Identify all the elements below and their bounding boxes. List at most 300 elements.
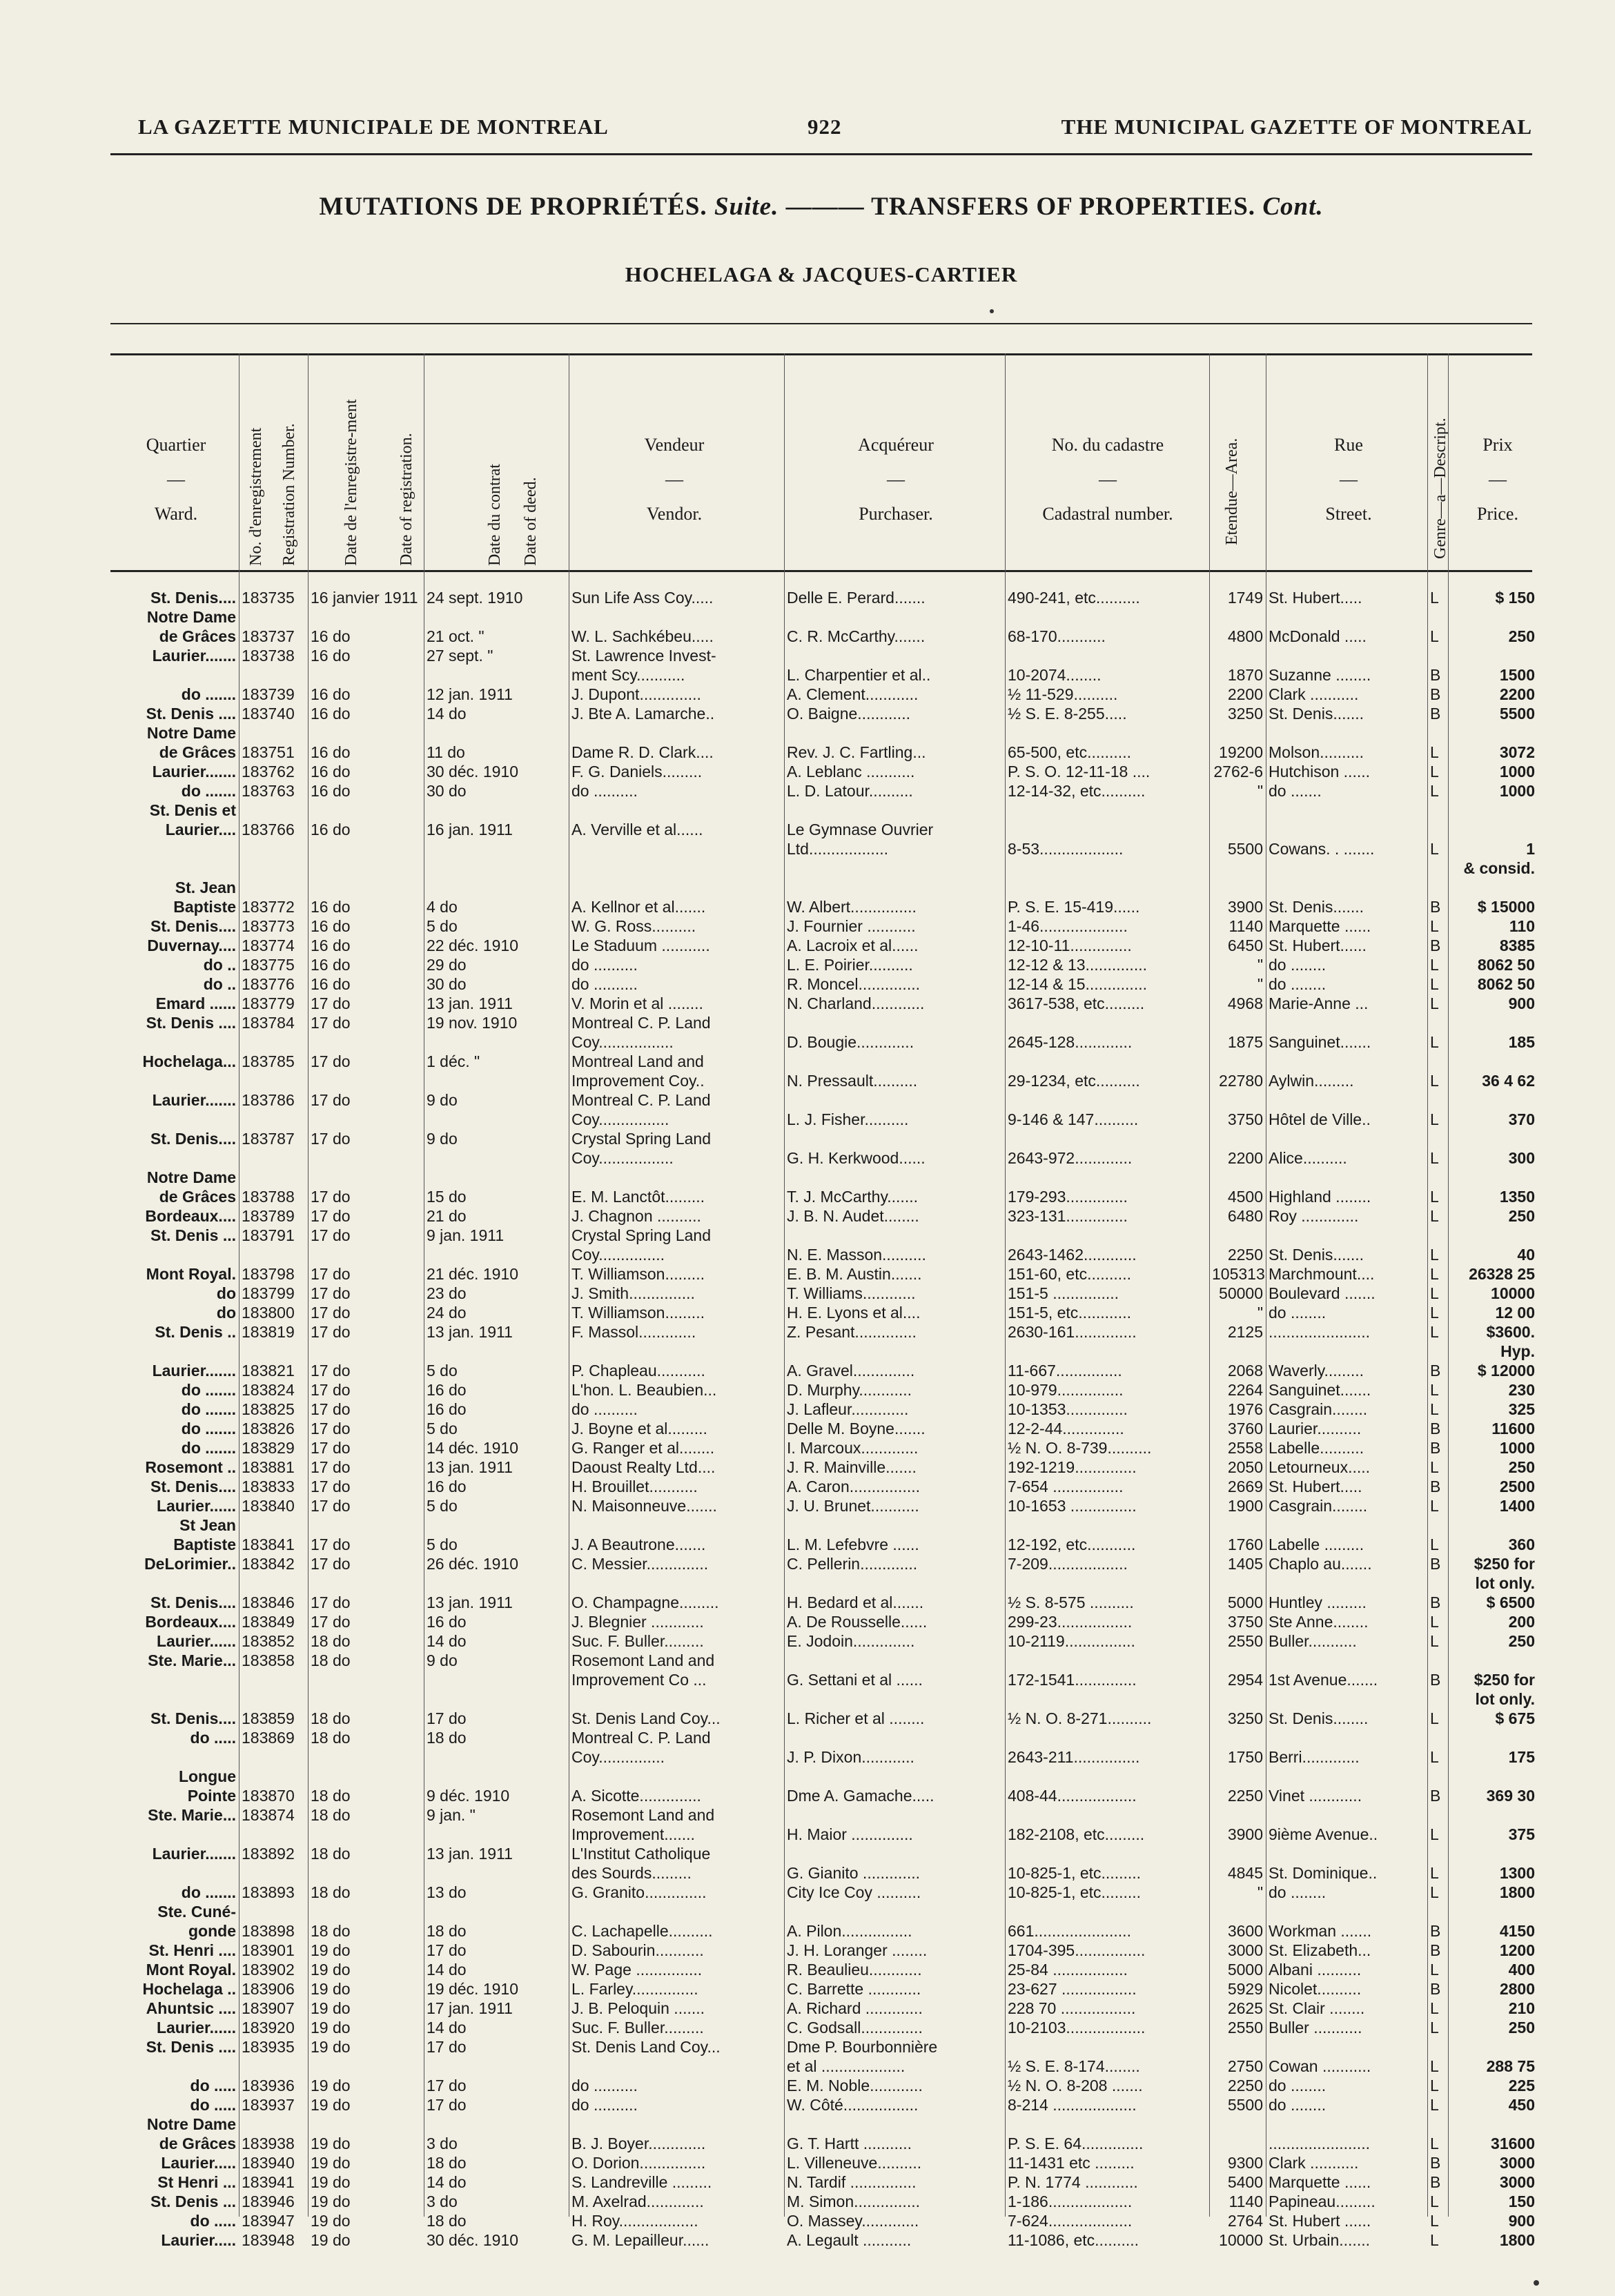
genre-cell — [1427, 1090, 1448, 1110]
reg-date-cell: 19 do — [311, 2038, 351, 2056]
cadastre-cell: 1-186................... — [1008, 2192, 1133, 2210]
table-row — [110, 1206, 1538, 1226]
street-cell: St. Denis....... — [1269, 705, 1364, 723]
price-cell: 185 — [1508, 1033, 1535, 1051]
ward-cell: do ..... — [190, 2096, 236, 2114]
table-head-bottom-rule — [110, 570, 1532, 572]
cadastre-cell: 11-1086, etc.......... — [1008, 2231, 1139, 2249]
area-cell: 1900 — [1227, 1497, 1263, 1515]
reg-date-cell: 17 do — [311, 1323, 351, 1341]
reg-no-cell: 183948 — [242, 2231, 295, 2249]
deed-date-cell: 16 do — [427, 1381, 467, 1399]
reg-no-cell: 183938 — [242, 2135, 295, 2152]
street-cell: Buller ........... — [1269, 2019, 1362, 2037]
street-cell: Labelle ......... — [1269, 1535, 1364, 1553]
genre-cell: L — [1430, 2135, 1439, 2152]
purchaser-cell: H. E. Lyons et al.... — [787, 1304, 921, 1322]
cadastre-cell — [1005, 820, 1209, 839]
area-cell: 2250 — [1227, 1246, 1263, 1264]
street-cell — [1266, 1090, 1427, 1110]
table-row — [110, 1110, 1538, 1129]
vendor-cell: G. Granito.............. — [571, 1883, 707, 1901]
purchaser-cell: N. E. Masson.......... — [787, 1246, 926, 1264]
table-row — [110, 1515, 1538, 1535]
reg-no-cell: 183833 — [242, 1478, 295, 1495]
reg-no-cell — [239, 1670, 308, 1689]
ward-cell: do ....... — [181, 1400, 236, 1418]
deed-date-cell: 9 do — [427, 1091, 458, 1109]
reg-no-cell: 183800 — [242, 1304, 295, 1322]
table-row — [110, 1825, 1538, 1844]
purchaser-cell: City Ice Coy .......... — [787, 1883, 921, 1901]
vendor-cell: O. Champagne......... — [571, 1593, 719, 1611]
ward-cell: Notre Dame — [146, 724, 236, 742]
vendor-cell: Crystal Spring Land — [571, 1226, 711, 1244]
cadastre-cell: 179-293.............. — [1008, 1188, 1128, 1206]
ward-cell: Longue — [178, 1767, 236, 1785]
area-cell: 2550 — [1227, 1632, 1263, 1650]
genre-cell: B — [1430, 705, 1441, 723]
street-cell: do ........ — [1269, 1304, 1327, 1322]
genre-cell: B — [1430, 1420, 1441, 1438]
reg-no-cell: 183819 — [242, 1323, 295, 1341]
street-cell: Highland ........ — [1269, 1188, 1371, 1206]
reg-no-cell — [239, 723, 308, 743]
area-cell: 2200 — [1227, 685, 1263, 703]
reg-date-cell — [308, 839, 424, 858]
cadastre-cell: ½ N. O. 8-739.......... — [1008, 1439, 1152, 1457]
table-row — [110, 955, 1538, 974]
price-cell: $ 12000 — [1477, 1362, 1535, 1380]
price-cell: lot only. — [1475, 1690, 1535, 1708]
reg-date-cell: 19 do — [311, 2173, 351, 2191]
table-row — [110, 936, 1538, 955]
purchaser-cell: N. Charland............ — [787, 994, 925, 1012]
reg-no-cell — [239, 665, 308, 685]
area-cell: 2250 — [1227, 1787, 1263, 1805]
reg-date-cell: 17 do — [311, 994, 351, 1012]
genre-cell: L — [1430, 1033, 1439, 1051]
deed-date-cell: 14 do — [427, 705, 467, 723]
reg-date-cell: 18 do — [311, 1632, 351, 1650]
price-cell — [1448, 646, 1538, 665]
purchaser-cell: L. E. Poirier.......... — [787, 956, 913, 974]
vendor-cell: Coy................ — [571, 1110, 669, 1128]
table-row — [110, 2230, 1538, 2250]
area-cell — [1209, 858, 1266, 878]
reg-date-cell — [308, 1515, 424, 1535]
price-cell: 360 — [1508, 1535, 1535, 1553]
reg-no-cell: 183789 — [242, 1207, 295, 1225]
genre-cell: L — [1430, 1999, 1439, 2017]
ward-cell: Laurier....... — [152, 1362, 236, 1380]
cadastre-cell — [1005, 878, 1209, 897]
street-cell: McDonald ..... — [1269, 627, 1367, 645]
area-cell: 3250 — [1227, 1709, 1263, 1727]
cadastre-cell: 8-53................... — [1008, 840, 1124, 858]
vendor-cell — [569, 1515, 784, 1535]
table-row — [110, 801, 1538, 820]
area-cell — [1209, 1844, 1266, 1863]
ward-cell: St. Henri .... — [148, 1941, 236, 1959]
genre-cell: B — [1430, 1555, 1441, 1573]
vendor-cell: Improvement Coy.. — [571, 1072, 705, 1090]
reg-no-cell: 183737 — [242, 627, 295, 645]
reg-no-cell: 183920 — [242, 2019, 295, 2037]
area-cell: 3600 — [1227, 1922, 1263, 1940]
genre-cell: L — [1430, 1883, 1439, 1901]
ward-cell: Baptiste — [173, 1535, 236, 1553]
genre-cell: B — [1430, 2173, 1441, 2191]
purchaser-cell: Z. Pesant.............. — [787, 1323, 917, 1341]
cadastre-cell — [1005, 723, 1209, 743]
reg-no-cell: 183892 — [242, 1845, 295, 1863]
cadastre-cell: 2643-972............. — [1008, 1149, 1133, 1167]
reg-date-cell: 17 do — [311, 1613, 351, 1631]
reg-no-cell: 183870 — [242, 1787, 295, 1805]
reg-no-cell: 183824 — [242, 1381, 295, 1399]
reg-date-cell: 16 do — [311, 705, 351, 723]
price-cell — [1448, 2037, 1538, 2057]
purchaser-cell: W. Albert............... — [787, 898, 917, 916]
genre-cell — [1427, 1728, 1448, 1747]
street-cell — [1266, 1651, 1427, 1670]
street-cell: Marchmount.... — [1269, 1265, 1375, 1283]
reg-no-cell — [239, 607, 308, 627]
table-row — [110, 974, 1538, 994]
price-cell — [1448, 1767, 1538, 1786]
area-cell: 6450 — [1227, 936, 1263, 954]
col-head-cadastre: No. du cadastre — Cadastral number. — [1042, 435, 1173, 524]
purchaser-cell — [784, 2115, 1005, 2134]
cadastre-cell: 12-14-32, etc.......... — [1008, 782, 1146, 800]
area-cell: 22780 — [1219, 1072, 1263, 1090]
street-cell: Ste Anne........ — [1269, 1613, 1369, 1631]
price-cell: 26328 25 — [1469, 1265, 1535, 1283]
ward-cell: Laurier....... — [152, 647, 236, 665]
table-row — [110, 685, 1538, 704]
ward-cell — [110, 1573, 239, 1593]
vendor-cell: F. Massol............. — [571, 1323, 696, 1341]
vendor-cell: N. Maisonneuve....... — [571, 1497, 717, 1515]
ward-cell: gonde — [188, 1922, 236, 1940]
deed-date-cell: 13 jan. 1911 — [427, 994, 513, 1012]
reg-no-cell — [239, 1689, 308, 1709]
ward-cell — [110, 1670, 239, 1689]
genre-cell: L — [1430, 2019, 1439, 2037]
genre-cell: L — [1430, 2057, 1439, 2075]
reg-date-cell: 17 do — [311, 1014, 351, 1032]
street-cell: Clark ........... — [1269, 685, 1359, 703]
table-row — [110, 1747, 1538, 1767]
table-row — [110, 2192, 1538, 2211]
street-cell — [1266, 1805, 1427, 1825]
deed-date-cell: 15 do — [427, 1188, 467, 1206]
area-cell: 1140 — [1229, 2192, 1263, 2210]
price-cell: 3072 — [1499, 743, 1535, 761]
vendor-cell: do .......... — [571, 956, 638, 974]
reg-no-cell — [239, 2115, 308, 2134]
deed-date-cell: 13 jan. 1911 — [427, 1323, 513, 1341]
purchaser-cell — [784, 1805, 1005, 1825]
purchaser-cell: Delle E. Perard....... — [787, 589, 926, 607]
street-cell — [1266, 2037, 1427, 2057]
area-cell — [1209, 1090, 1266, 1110]
vendor-cell — [569, 607, 784, 627]
cadastre-cell: 29-1234, etc.......... — [1008, 1072, 1140, 1090]
vendor-cell: do .......... — [571, 2077, 638, 2094]
area-cell — [1209, 1805, 1266, 1825]
vendor-cell: W. Page ............... — [571, 1961, 703, 1979]
ward-cell: Rosemont .. — [145, 1458, 236, 1476]
vendor-cell: J. Dupont.............. — [571, 685, 701, 703]
genre-cell: L — [1430, 1825, 1439, 1843]
vendor-cell: T. Williamson......... — [571, 1304, 705, 1322]
table-row — [110, 743, 1538, 762]
area-cell: 2200 — [1227, 1149, 1263, 1167]
street-cell — [1266, 801, 1427, 820]
table-row — [110, 1612, 1538, 1631]
purchaser-cell — [784, 1168, 1005, 1187]
street-cell: Berri............. — [1269, 1748, 1360, 1766]
deed-date-cell — [424, 1032, 569, 1052]
genre-cell: L — [1430, 1304, 1439, 1322]
ward-cell: do ..... — [190, 2077, 236, 2094]
page-number: 922 — [808, 115, 842, 139]
ward-cell: Duvernay.... — [147, 936, 236, 954]
street-cell: ....................... — [1269, 2135, 1370, 2152]
purchaser-cell — [784, 1226, 1005, 1245]
deed-date-cell — [424, 1863, 569, 1883]
table-row — [110, 1477, 1538, 1496]
deed-date-cell: 19 nov. 1910 — [427, 1014, 518, 1032]
price-cell: 4150 — [1499, 1922, 1535, 1940]
area-cell: 2954 — [1227, 1671, 1263, 1689]
purchaser-cell — [784, 1902, 1005, 1921]
genre-cell: L — [1430, 1961, 1439, 1979]
ward-cell: St. Denis ... — [150, 1226, 236, 1244]
deed-date-cell — [424, 1245, 569, 1264]
genre-cell — [1427, 2115, 1448, 2134]
reg-no-cell — [239, 1110, 308, 1129]
area-cell: 5500 — [1227, 840, 1263, 858]
purchaser-cell: O. Massey............. — [787, 2212, 919, 2230]
area-cell — [1209, 2037, 1266, 2057]
purchaser-cell: Rev. J. C. Fartling... — [787, 743, 926, 761]
purchaser-cell: J. U. Brunet........... — [787, 1497, 919, 1515]
genre-cell: L — [1430, 2212, 1439, 2230]
vendor-cell: J. Smith............... — [571, 1284, 695, 1302]
genre-cell: B — [1430, 1439, 1441, 1457]
reg-date-cell — [308, 1245, 424, 1264]
table-body — [110, 588, 1538, 2250]
purchaser-cell: A. De Rousselle...... — [787, 1613, 928, 1631]
reg-date-cell: 16 do — [311, 975, 351, 993]
vendor-cell: Crystal Spring Land — [571, 1130, 711, 1148]
genre-cell: L — [1430, 1497, 1439, 1515]
reg-date-cell — [308, 858, 424, 878]
reg-date-cell: 16 do — [311, 956, 351, 974]
deed-date-cell: 14 déc. 1910 — [427, 1439, 519, 1457]
cadastre-cell — [1005, 2115, 1209, 2134]
deed-date-cell: 4 do — [427, 898, 458, 916]
deed-date-cell — [424, 2115, 569, 2134]
deed-date-cell — [424, 1670, 569, 1689]
price-cell: 250 — [1508, 1207, 1535, 1225]
reg-date-cell: 16 do — [311, 763, 351, 781]
price-cell: 300 — [1508, 1149, 1535, 1167]
table-row — [110, 2134, 1538, 2153]
street-cell: Huntley ......... — [1269, 1593, 1367, 1611]
ward-cell: St. Denis et — [149, 801, 236, 819]
table-row — [110, 1573, 1538, 1593]
genre-cell: B — [1430, 1671, 1441, 1689]
col-head-reg-date-en: Date of registration. — [398, 433, 415, 566]
col-head-genre: Genre—a—Descript. — [1431, 418, 1449, 559]
ward-cell: Ste. Cuné- — [157, 1903, 236, 1921]
genre-cell: L — [1430, 589, 1439, 607]
street-cell: Labelle.......... — [1269, 1439, 1364, 1457]
purchaser-cell: L. M. Lefebvre ...... — [787, 1535, 919, 1553]
area-cell: 4968 — [1227, 994, 1263, 1012]
cadastre-cell: ½ S. E. 8-174........ — [1008, 2057, 1140, 2075]
deed-date-cell: 30 déc. 1910 — [427, 2231, 519, 2249]
deed-date-cell: 14 do — [427, 2019, 467, 2037]
vendor-cell — [569, 801, 784, 820]
ward-cell: Laurier....... — [152, 1845, 236, 1863]
reg-no-cell: 183852 — [242, 1632, 295, 1650]
cadastre-cell — [1005, 1168, 1209, 1187]
ward-cell: St. Denis .... — [146, 705, 236, 723]
col-head-area: Etendue—Area. — [1223, 438, 1241, 545]
ward-cell: Emard ...... — [155, 994, 236, 1012]
ward-cell — [110, 1747, 239, 1767]
genre-cell: L — [1430, 1188, 1439, 1206]
reg-no-cell: 183898 — [242, 1922, 295, 1940]
ward-cell — [110, 1245, 239, 1264]
vendor-cell: T. Williamson......... — [571, 1265, 705, 1283]
purchaser-cell — [784, 1573, 1005, 1593]
ward-cell: de Grâces — [159, 2135, 236, 2152]
purchaser-cell: N. Tardif ............... — [787, 2173, 917, 2191]
vendor-cell: Suc. F. Buller......... — [571, 2019, 704, 2037]
vendor-cell: ment Scy........... — [571, 666, 685, 684]
vendor-cell: J. Chagnon .......... — [571, 1207, 701, 1225]
deed-date-cell — [424, 1168, 569, 1187]
purchaser-cell: Dme P. Bourbonnière — [787, 2038, 938, 2056]
street-cell: Casgrain........ — [1269, 1497, 1368, 1515]
reg-date-cell: 19 do — [311, 2212, 351, 2230]
vendor-cell: L'hon. L. Beaubien... — [571, 1381, 717, 1399]
reg-date-cell: 17 do — [311, 1304, 351, 1322]
deed-date-cell: 29 do — [427, 956, 467, 974]
purchaser-cell: Ltd.................. — [787, 840, 888, 858]
deed-date-cell: 16 jan. 1911 — [427, 821, 513, 838]
area-cell: 105313 — [1212, 1265, 1265, 1283]
reg-date-cell: 19 do — [311, 1980, 351, 1998]
cadastre-cell: 12-12 & 13.............. — [1008, 956, 1147, 974]
reg-no-cell — [239, 1032, 308, 1052]
table-row — [110, 1631, 1538, 1651]
cadastre-cell — [1005, 607, 1209, 627]
area-cell — [1209, 1902, 1266, 1921]
purchaser-cell — [784, 801, 1005, 820]
reg-date-cell: 17 do — [311, 1439, 351, 1457]
area-cell: 4800 — [1227, 627, 1263, 645]
genre-cell — [1427, 1129, 1448, 1148]
cadastre-cell: 12-192, etc........... — [1008, 1535, 1136, 1553]
cadastre-cell — [1005, 1767, 1209, 1786]
table-row — [110, 2153, 1538, 2172]
price-cell: 1 — [1526, 840, 1535, 858]
cadastre-cell — [1005, 1013, 1209, 1032]
price-cell: 36 4 62 — [1482, 1072, 1535, 1090]
purchaser-cell: A. Legault ........... — [787, 2231, 912, 2249]
ward-cell: Bordeaux.... — [145, 1207, 236, 1225]
vendor-cell: O. Dorion............... — [571, 2154, 706, 2172]
price-cell: 10000 — [1491, 1284, 1535, 1302]
area-cell: 1870 — [1227, 666, 1263, 684]
ward-cell: de Grâces — [159, 1188, 236, 1206]
street-cell: do ........ — [1269, 956, 1327, 974]
street-cell — [1266, 1013, 1427, 1032]
genre-cell: B — [1430, 1593, 1441, 1611]
reg-date-cell — [308, 1168, 424, 1187]
table-row — [110, 1129, 1538, 1148]
purchaser-cell — [784, 858, 1005, 878]
price-cell — [1448, 2115, 1538, 2134]
page-title — [110, 192, 1532, 222]
reg-no-cell: 183776 — [242, 975, 295, 993]
reg-date-cell: 17 do — [311, 1458, 351, 1476]
reg-date-cell — [308, 1148, 424, 1168]
ward-cell — [110, 839, 239, 858]
genre-cell — [1427, 1767, 1448, 1786]
purchaser-cell: A. Caron................ — [787, 1478, 921, 1495]
street-cell — [1266, 607, 1427, 627]
area-cell: 2550 — [1227, 2019, 1263, 2037]
genre-cell — [1427, 1902, 1448, 1921]
vendor-cell: do .......... — [571, 975, 638, 993]
deed-date-cell: 14 do — [427, 2173, 467, 2191]
table-row — [110, 1786, 1538, 1805]
street-cell: Marie-Anne ... — [1269, 994, 1369, 1012]
area-cell — [1209, 607, 1266, 627]
street-cell — [1266, 1515, 1427, 1535]
reg-no-cell — [239, 1573, 308, 1593]
col-head-purchaser: Acquéreur — Purchaser. — [858, 435, 934, 524]
table-row — [110, 820, 1538, 839]
table-row — [110, 1805, 1538, 1825]
reg-no-cell — [239, 2057, 308, 2076]
reg-date-cell — [308, 1071, 424, 1090]
cadastre-cell — [1005, 1573, 1209, 1593]
ward-cell: Baptiste — [173, 898, 236, 916]
cadastre-cell: 7-624................... — [1008, 2212, 1133, 2230]
reg-date-cell — [308, 1342, 424, 1361]
ward-cell: Bordeaux.... — [145, 1613, 236, 1631]
table-row — [110, 2076, 1538, 2095]
deed-date-cell: 17 do — [427, 2077, 467, 2094]
genre-cell — [1427, 1168, 1448, 1187]
genre-cell: L — [1430, 1400, 1439, 1418]
price-cell: 288 75 — [1486, 2057, 1535, 2075]
reg-no-cell — [239, 858, 308, 878]
cadastre-cell — [1005, 2037, 1209, 2057]
table-row — [110, 1245, 1538, 1264]
table-row — [110, 1090, 1538, 1110]
table-row — [110, 1284, 1538, 1303]
